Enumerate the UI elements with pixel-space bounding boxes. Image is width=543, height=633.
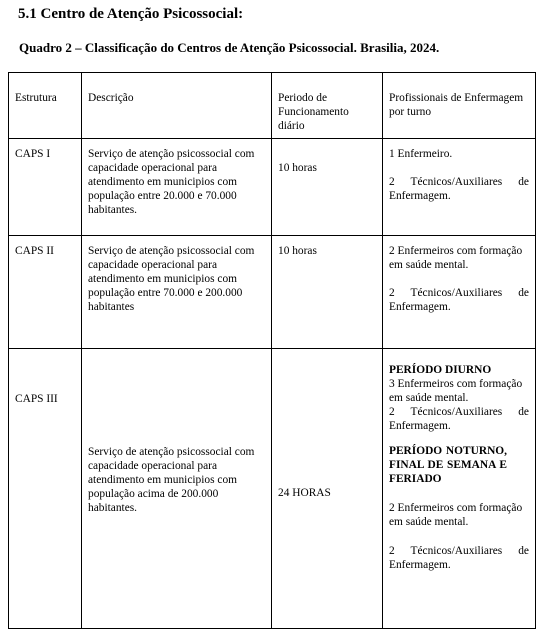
table-row [9,235,536,348]
cell-profissionais [383,235,536,348]
cell-periodo: 10 horas [272,235,383,348]
cell-estrutura: CAPS II [9,235,82,348]
caps-classification-table [8,72,536,629]
table-row [9,348,536,628]
cell-descricao: Serviço de atenção psicossocial com capacidade operacional para atendimento em municipios com população entre 20.000 e 70.000 habitantes. [82,138,272,235]
cell-descricao: Serviço de atenção psicossocial com capacidade operacional para atendimento em municipios com população acima de 200.000 habitantes. [82,348,272,628]
cell-periodo: 10 horas [272,138,383,235]
section-title: 5.1 Centro de Atenção Psicossocial: [18,6,244,22]
diurno-title: PERÍODO DIURNO [389,363,492,376]
cell-profissionais [383,348,536,628]
prof-line: 2 Técnicos/Auxiliares de Enfermagem. [389,175,529,203]
cell-profissionais [383,138,536,235]
prof-line: 2 Enfermeiros com formação em saúde mental. [389,244,523,271]
cell-estrutura: CAPS III [9,348,82,628]
table-row [9,138,536,235]
table-caption: Quadro 2 – Classificação do Centros de Atenção Psicossocial. Brasilia, 2024. [19,40,440,55]
prof-line: 2 Técnicos/Auxiliares de Enfermagem. [389,287,529,314]
prof-line: 3 Enfermeiros com formação em saúde mental. [389,377,523,405]
header-profissionais: Profissionais de Enfermagem por turno [383,73,536,139]
table-header-row [9,73,536,139]
cell-periodo: 24 HORAS [272,348,383,628]
prof-line: 2 Técnicos/Auxiliares de Enfermagem. [389,544,529,571]
prof-line: 2 Técnicos/Auxiliares de Enfermagem. [389,406,529,433]
cell-estrutura: CAPS I [9,138,82,235]
header-descricao: Descrição [82,73,272,139]
prof-line: 2 Enfermeiros com formação em saúde mental. [389,502,523,529]
cell-descricao: Serviço de atenção psicossocial com capacidade operacional para atendimento em municipios com população entre 70.000 e 200.000 habitantes [82,235,272,348]
noturno-title: PERÍODO NOTURNO, FINAL DE SEMANA E FERIADO [389,444,507,486]
header-periodo: Periodo de Funcionamento diário [272,73,383,139]
header-estrutura: Estrutura [9,73,82,139]
prof-line: 1 Enfermeiro. [389,147,453,160]
